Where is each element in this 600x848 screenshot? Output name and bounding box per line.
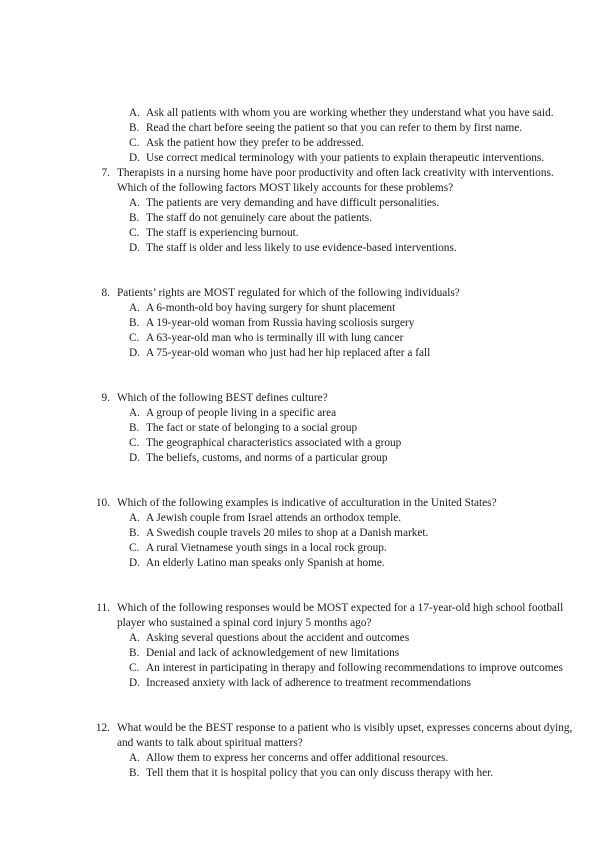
- option-label: C.: [129, 662, 140, 674]
- option-item: [0, 331, 600, 346]
- option-label: D.: [129, 347, 140, 359]
- option-text: A 6-month-old boy having surgery for shunt placement: [146, 302, 396, 314]
- option-label: C.: [129, 137, 140, 149]
- option-label: C.: [129, 227, 140, 239]
- option-label: D.: [129, 557, 140, 569]
- question-block: [0, 166, 600, 256]
- option-text: A 19-year-old woman from Russia having scoliosis surgery: [146, 317, 415, 329]
- question-block: [0, 601, 600, 691]
- option-item: [0, 511, 600, 526]
- option-text: The staff is older and less likely to use evidence-based interventions.: [146, 242, 457, 254]
- option-text: The beliefs, customs, and norms of a particular group: [146, 452, 388, 464]
- option-label: B.: [129, 422, 140, 434]
- options-list: [0, 751, 600, 781]
- option-label: B.: [129, 767, 140, 779]
- question-stem: [0, 286, 600, 301]
- option-text: The geographical characteristics associated with a group: [146, 437, 402, 449]
- option-label: D.: [129, 452, 140, 464]
- options-list: [0, 631, 600, 691]
- option-text: The patients are very demanding and have difficult personalities.: [146, 197, 440, 209]
- question-number: 10.: [95, 497, 110, 509]
- option-item: [0, 346, 600, 361]
- option-item: [0, 121, 600, 136]
- question-block: [0, 721, 600, 781]
- option-label: B.: [129, 122, 140, 134]
- question-stem: [0, 601, 600, 631]
- question-stem: [0, 721, 600, 751]
- option-label: D.: [129, 152, 140, 164]
- option-text: Tell them that it is hospital policy that you can only discuss therapy with her.: [146, 767, 494, 779]
- option-item: [0, 226, 600, 241]
- option-text: A 75-year-old woman who just had her hip replaced after a fall: [146, 347, 431, 359]
- option-label: C.: [129, 437, 140, 449]
- option-item: [0, 751, 600, 766]
- question-number: 9.: [101, 392, 110, 404]
- option-text: Asking several questions about the accident and outcomes: [146, 632, 410, 644]
- option-item: [0, 421, 600, 436]
- question-text: Therapists in a nursing home have poor productivity and often lack creativity with interventions. Which of the following factors MOST likely accounts for these problems?: [117, 167, 554, 194]
- option-text: Denial and lack of acknowledgement of new limitations: [146, 647, 400, 659]
- options-list: [0, 196, 600, 256]
- option-item: [0, 766, 600, 781]
- page-content: [0, 106, 600, 781]
- option-text: Use correct medical terminology with your patients to explain therapeutic interventions.: [146, 152, 545, 164]
- option-label: D.: [129, 242, 140, 254]
- question-block: [0, 391, 600, 466]
- option-item: [0, 196, 600, 211]
- option-text: Ask all patients with whom you are working whether they understand what you have said.: [146, 107, 554, 119]
- question-text: Patients’ rights are MOST regulated for which of the following individuals?: [117, 287, 460, 299]
- option-item: [0, 301, 600, 316]
- option-item: [0, 151, 600, 166]
- option-item: [0, 676, 600, 691]
- option-item: [0, 316, 600, 331]
- option-item: [0, 136, 600, 151]
- option-item: [0, 451, 600, 466]
- option-label: C.: [129, 332, 140, 344]
- option-label: A.: [129, 407, 140, 419]
- question-text: What would be the BEST response to a patient who is visibly upset, expresses concerns about dying, and wants to talk about spiritual matters?: [117, 722, 573, 749]
- question-number: 7.: [101, 167, 110, 179]
- question-stem: [0, 496, 600, 511]
- question-block: [0, 496, 600, 571]
- options-list: [0, 406, 600, 466]
- option-text: A Jewish couple from Israel attends an orthodox temple.: [146, 512, 402, 524]
- question-number: 12.: [95, 722, 110, 734]
- option-text: Increased anxiety with lack of adherence to treatment recommendations: [146, 677, 471, 689]
- question-text: Which of the following BEST defines culture?: [117, 392, 328, 404]
- option-text: The staff do not genuinely care about the patients.: [146, 212, 372, 224]
- question-number: 8.: [101, 287, 110, 299]
- option-label: A.: [129, 302, 140, 314]
- option-item: [0, 241, 600, 256]
- option-label: A.: [129, 107, 140, 119]
- question-text: Which of the following examples is indicative of acculturation in the United States?: [117, 497, 497, 509]
- option-text: The fact or state of belonging to a social group: [146, 422, 358, 434]
- option-item: [0, 526, 600, 541]
- option-label: A.: [129, 197, 140, 209]
- question-text: Which of the following responses would be MOST expected for a 17-year-old high school football player who sustained a spinal cord injury 5 months ago?: [117, 602, 564, 629]
- option-label: B.: [129, 647, 140, 659]
- question-stem: [0, 391, 600, 406]
- option-label: B.: [129, 527, 140, 539]
- option-item: [0, 436, 600, 451]
- option-item: [0, 661, 600, 676]
- option-text: An elderly Latino man speaks only Spanish at home.: [146, 557, 385, 569]
- option-label: B.: [129, 212, 140, 224]
- option-item: [0, 211, 600, 226]
- option-item: [0, 541, 600, 556]
- options-list: [0, 511, 600, 571]
- options-list: [0, 301, 600, 361]
- option-item: [0, 406, 600, 421]
- option-item: [0, 556, 600, 571]
- option-label: A.: [129, 632, 140, 644]
- option-label: A.: [129, 512, 140, 524]
- option-text: An interest in participating in therapy and following recommendations to improve outcomes: [146, 662, 563, 674]
- option-text: A rural Vietnamese youth sings in a local rock group.: [146, 542, 387, 554]
- option-text: Allow them to express her concerns and offer additional resources.: [146, 752, 449, 764]
- option-text: A 63-year-old man who is terminally ill with lung cancer: [146, 332, 404, 344]
- question-stem: [0, 166, 600, 196]
- option-item: [0, 646, 600, 661]
- option-label: A.: [129, 752, 140, 764]
- question-number: 11.: [96, 602, 110, 614]
- option-text: Ask the patient how they prefer to be addressed.: [146, 137, 365, 149]
- option-item: [0, 631, 600, 646]
- option-label: C.: [129, 542, 140, 554]
- option-text: A group of people living in a specific area: [146, 407, 337, 419]
- option-text: Read the chart before seeing the patient so that you can refer to them by first name.: [146, 122, 523, 134]
- option-label: D.: [129, 677, 140, 689]
- question-block: [0, 286, 600, 361]
- continued-options-list: [0, 106, 600, 166]
- option-item: [0, 106, 600, 121]
- option-text: A Swedish couple travels 20 miles to shop at a Danish market.: [146, 527, 429, 539]
- option-label: B.: [129, 317, 140, 329]
- option-text: The staff is experiencing burnout.: [146, 227, 299, 239]
